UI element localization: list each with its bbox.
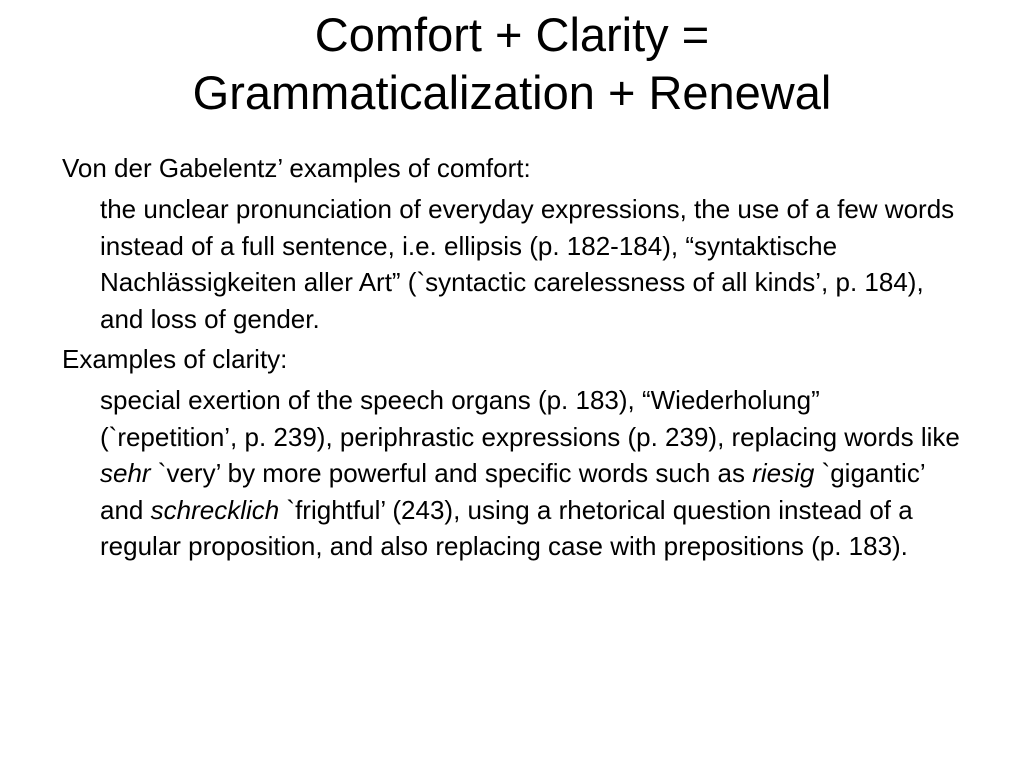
clarity-italic-schrecklich: schrecklich (150, 494, 280, 525)
clarity-text-part-2: `very’ by more powerful and specific words such as (150, 458, 753, 488)
title-line-2: Grammaticalization + Renewal (192, 66, 832, 119)
clarity-text-part-3: `gigantic’ and (100, 458, 925, 525)
clarity-heading: Examples of clarity: (62, 344, 288, 374)
comfort-examples-text: the unclear pronunciation of everyday expressions, the use of a few words instead of a full sentence, i.e. ellipsis (p. 182-184), “syntaktische Nachlässigkeiten aller Art” (`syntactic carelessness of all kinds’, p. 184), and loss of gender. (100, 194, 955, 334)
clarity-italic-riesig: riesig (752, 458, 815, 488)
slide-title (0, 6, 1024, 122)
clarity-examples-text (100, 382, 962, 565)
title-line-1: Comfort + Clarity = (314, 8, 710, 61)
clarity-text-part-1: special exertion of the speech organs (p. 183), “Wiederholung” (`repetition’, p. 239), periphrastic expressions (p. 239), replacing words like (100, 385, 960, 452)
slide-body (62, 150, 962, 569)
clarity-text-part-4: `frightful’ (243), using a rhetorical question instead of a regular proposition, and also replacing case with prepositions (p. 183). (100, 494, 913, 561)
clarity-italic-sehr: sehr (100, 458, 151, 488)
comfort-heading: Von der Gabelentz’ examples of comfort: (62, 153, 531, 183)
